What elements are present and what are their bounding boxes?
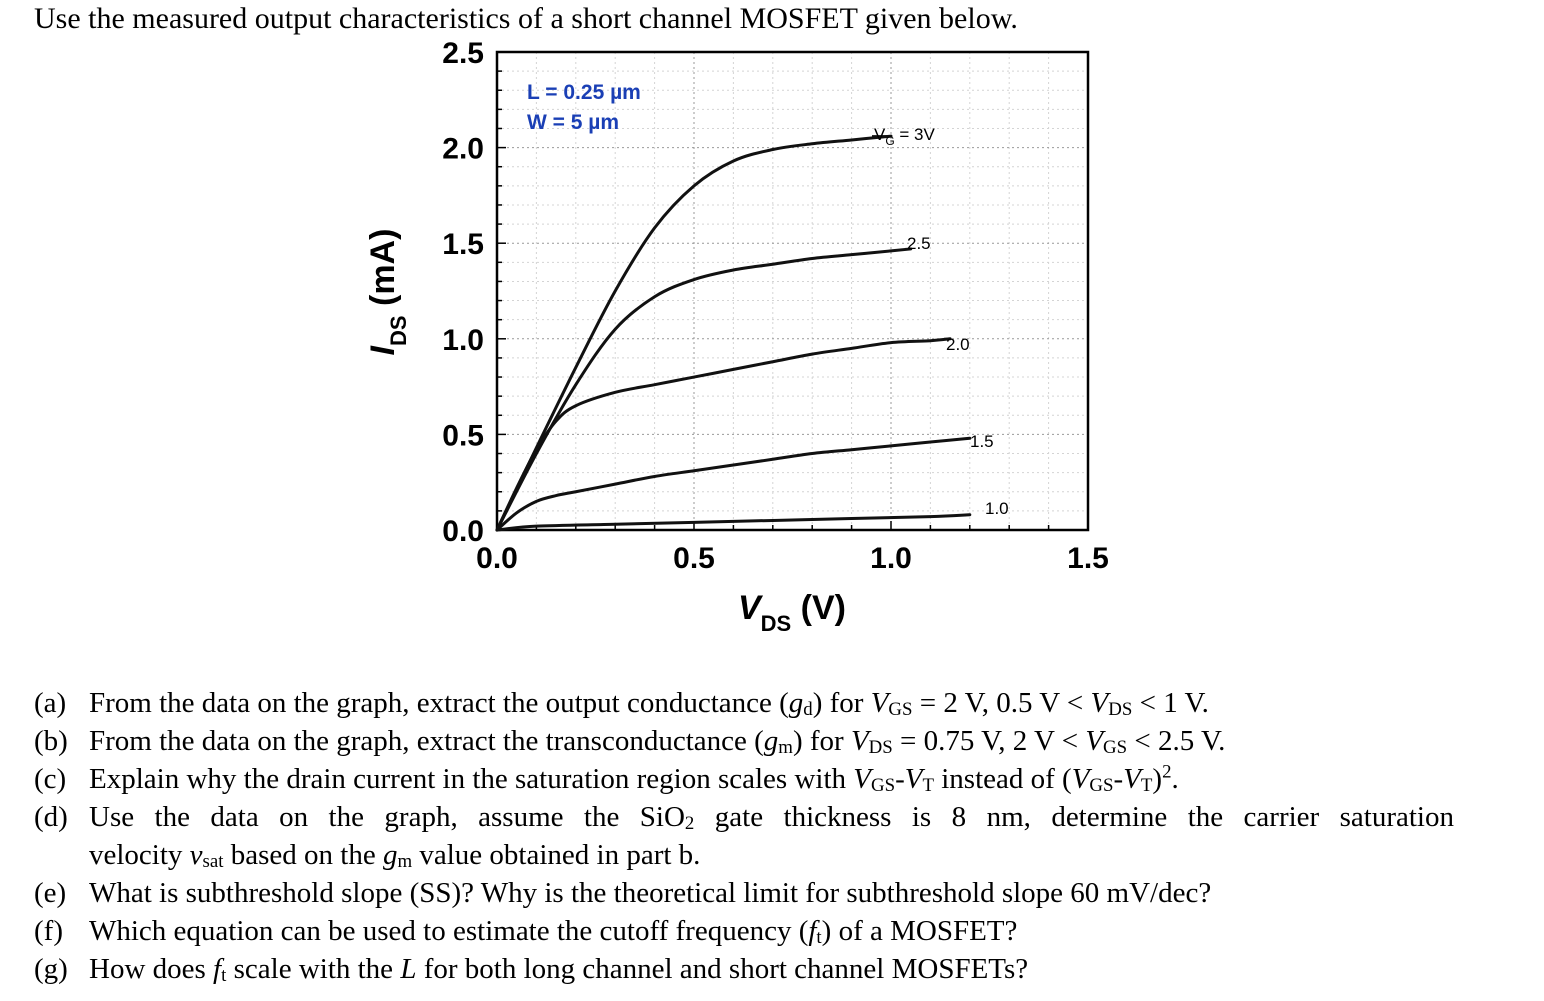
curve-label: 2.5 <box>907 234 931 253</box>
y-tick-label: 1.5 <box>442 228 484 262</box>
curve-labels <box>872 125 1009 518</box>
question-e: (e) What is subthreshold slope (SS)? Why is the theoretical limit for subthreshold slope 60 mV/dec? <box>34 877 1212 909</box>
x-tick-label: 0.5 <box>673 542 715 575</box>
question-c: (c) Explain why the drain current in the saturation region scales with $V_{GS}-V_T$ instead of $(V_{GS}-V_T)^2$. <box>34 761 1179 796</box>
curve-vg-2.5 <box>497 249 911 530</box>
question-d: (d) Use the data on the graph, assume the SiO$_2$ gate thickness is 8 nm, determine the carrier saturation <box>34 801 1454 834</box>
y-tick-label: 0.0 <box>442 515 484 548</box>
x-axis-label: $V_{DS}$ (V) <box>737 589 847 636</box>
x-tick-label: 1.0 <box>870 542 912 575</box>
curve-label: 1.5 <box>970 432 994 451</box>
y-axis-label: $I_{DS}$ (mA) <box>364 228 411 356</box>
question-d-continued: velocity $v_{sat}$ based on the $g_m$ value obtained in part b. <box>89 839 701 872</box>
y-tick-label: 2.5 <box>442 37 484 70</box>
problem-intro: Use the measured output characteristics of a short channel MOSFET given below. <box>34 2 1018 35</box>
curve-label: $V_G = 3V$ <box>874 125 935 148</box>
curve-label: 2.0 <box>946 335 970 354</box>
y-tick-label: 0.5 <box>442 419 484 453</box>
x-tick-label: 1.5 <box>1067 542 1109 575</box>
x-tick-label: 0.0 <box>476 542 518 575</box>
y-tick-label: 2.0 <box>442 132 484 166</box>
channel-length-label: L = 0.25 µm <box>527 81 641 104</box>
question-g: (g) How does $f_t$ scale with the L for both long channel and short channel MOSFETs? <box>34 953 1029 986</box>
question-list <box>34 684 1454 988</box>
question-f: (f) Which equation can be used to estimate the cutoff frequency $(f_t)$ of a MOSFET? <box>34 915 1018 948</box>
question-b: (b) From the data on the graph, extract the transconductance $(g_m)$ for $V_{DS} = 0.75$ V, 2 $V < V_{GS} < 2.5$ V. <box>34 725 1226 758</box>
y-tick-label: 1.0 <box>442 323 484 357</box>
curve-label: 1.0 <box>985 499 1009 518</box>
question-a: (a) From the data on the graph, extract the output conductance $(g_d)$ for $V_{GS} = 2$ V, 0.5 $V < V_{DS} < 1$ V. <box>34 687 1209 720</box>
channel-width-label: W = 5 µm <box>527 111 620 134</box>
